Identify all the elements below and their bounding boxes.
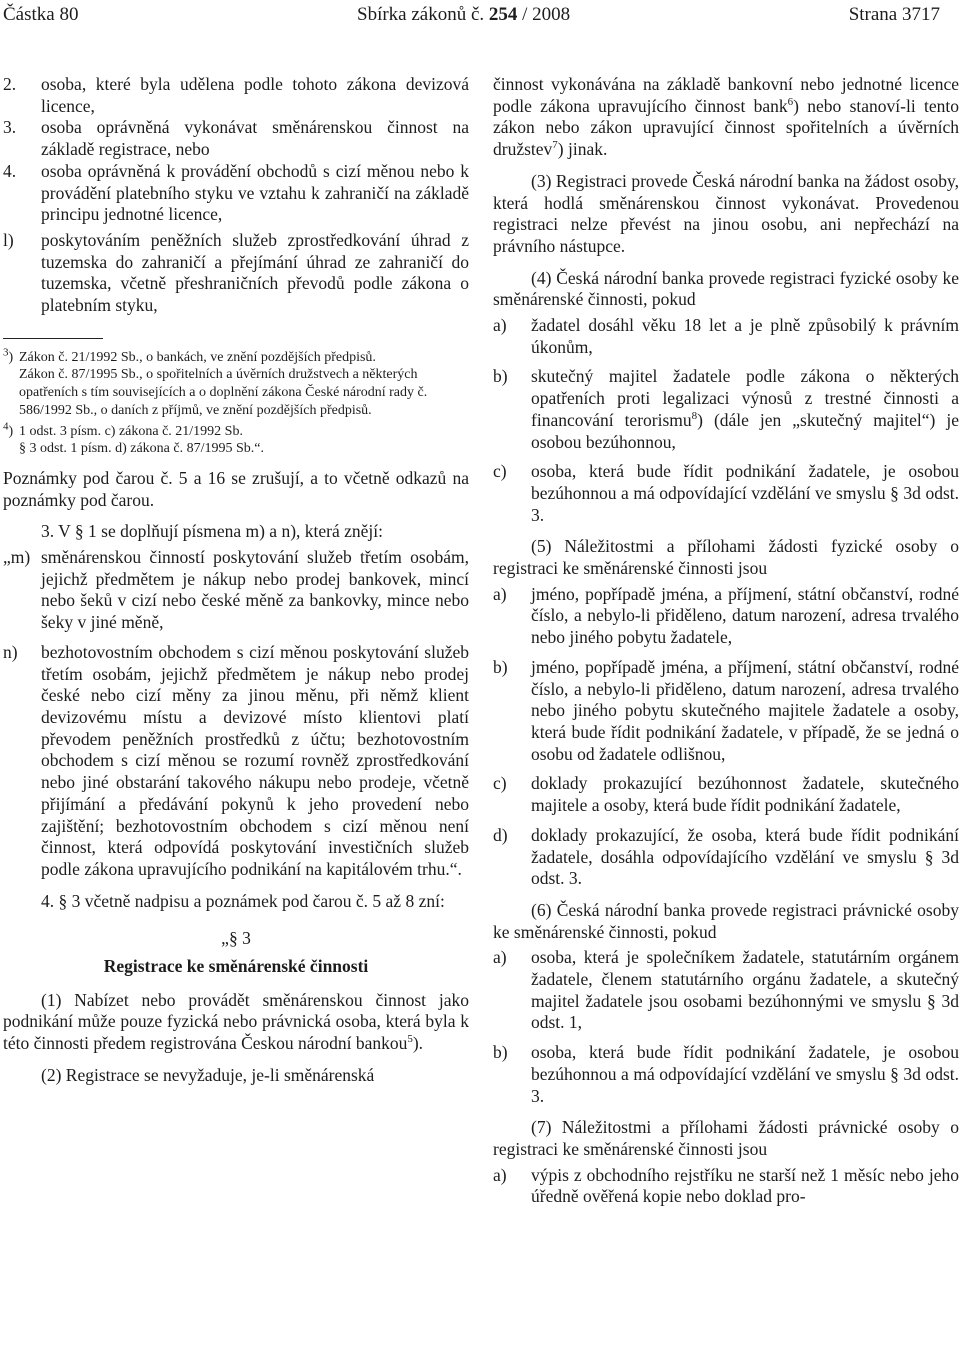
list-item	[493, 366, 959, 453]
item-text: skutečný majitel žadatele podle zákona o některých opatřeních proti legalizaci výnosů z trestné činnosti a financování terorismu	[531, 366, 959, 430]
paragraph-text: ) jinak.	[557, 139, 608, 160]
item-text: poskytováním peněžních služeb zprostředkování úhrad z tuzemska do zahraničí a přejímání úhrad ze zahraničí do tuzemska, včetně přeshraničních převodů podle zákona o platebním styku,	[41, 229, 469, 316]
item-text: osoba oprávněná k provádění obchodů s cizí měnou nebo k provádění platebního styku ve vztahu k zahraničí na základě principu jednotné licence,	[41, 160, 469, 225]
paragraph-text: ) nebo stanoví-li tento zákon nebo zákon upravující činnost spořitelních a úvěrních družstev	[493, 95, 959, 160]
list-item	[493, 947, 959, 1034]
item-label: l)	[3, 229, 14, 250]
paragraph-text: ).	[412, 1033, 424, 1054]
list-item	[493, 315, 959, 358]
item-text: směnárenskou činností poskytování služeb třetím osobám, jejichž předmětem je nákup nebo prodej bankovek, mincí nebo šeků v cizí nebo české měně za bankovky, mince nebo šeky v jiné měně,	[41, 547, 469, 633]
amendment-point: 4. § 3 včetně nadpisu a poznámek pod čarou č. 5 až 8 zní:	[41, 890, 445, 911]
list-item	[493, 657, 959, 766]
footnote-text: Zákon č. 87/1995 Sb., o spořitelních a úvěrních družstvech a některých opatřeních s tím souvisejících a o doplnění zákona České národní rady č. 586/1992 Sb., o daních z příjmů, ve znění pozdějších předpisů.	[19, 367, 428, 418]
footnote-divider	[3, 338, 103, 339]
item-text: osoba, která bude řídit podnikání žadatele, je osobou bezúhonnou a má odpovídající vzdělání ve smyslu § 3d odst. 3.	[531, 1042, 959, 1106]
item-text: žadatel dosáhl věku 18 let a je plně způsobilý k právním úkonům,	[531, 315, 959, 357]
item-text: osoba oprávněná vykonávat směnárenskou činnost na základě registrace, nebo	[41, 117, 469, 160]
list-item	[493, 825, 959, 890]
item-label: n)	[3, 641, 18, 662]
right-column	[493, 74, 959, 1208]
list-item	[493, 1042, 959, 1107]
item-text: jméno, popřípadě jména, a příjmení, státní občanství, rodné číslo, a nebylo-li přiděleno, datum narození, adresa trvalého nebo jiného pobytu skutečného majitele žadatele a osoby, která bude řídit podnikání žadatele, v případě, že se jedná o osobu od žadatele odlišnou,	[531, 656, 959, 764]
footnote-ref: 8	[691, 410, 698, 423]
item-text: osoba, která je společníkem žadatele, statutárním orgánem žadatele, členem statutárního orgánu žadatele, a skutečný majitel žadatele jsou osobami bezúhonnými ve smyslu § 3d odst. 1,	[531, 947, 959, 1033]
item-label: c)	[493, 461, 507, 482]
item-text: bezhotovostním obchodem s cizí měnou poskytování služeb třetím osobám, jejichž předmětem je nákup nebo prodej české nebo cizí měny za jinou měnu, při němž klient devizovému místu a devizové místo klientovi platí převodem peněžních prostředků z účtu; bezhotovostním obchodem s cizí měnou se rozumí rovněž zprostředkování nebo jiné obstarání takového nákupu nebo prodeje, včetně přijímání a předávání pokynů k jeho provedení nebo zajištění; bezhotovostním obchodem s cizí měnou není činnost, která odpovídá poskytování investičních služeb podle zákona upravujícího podnikání na kapitálovém trhu.“.	[41, 641, 469, 879]
item-label: 2.	[3, 74, 17, 94]
paragraph: (3) Registraci provede Česká národní banka na žádost osoby, která hodlá směnárenskou činnost vykonávat. Provedenou registraci nelze převést na jinou osobu, ani nepřechází na právního nástupce.	[493, 170, 959, 256]
paragraph: (7) Náležitostmi a přílohami žádosti právnické osoby o registraci ke směnárenské činnosti jsou	[493, 1117, 959, 1159]
footnote-text: 1 odst. 3 písm. c) zákona č. 21/1992 Sb.	[19, 423, 243, 439]
list-item	[493, 584, 959, 649]
footnote-text: § 3 odst. 1 písm. d) zákona č. 87/1995 Sb.“.	[19, 441, 264, 457]
section-mark: „§ 3	[221, 928, 251, 949]
list-item	[3, 547, 469, 634]
item-text: doklady prokazující, že osoba, která bude řídit podnikání žadatele, dosáhla odpovídajícího vzdělání ve smyslu § 3d odst. 3.	[531, 824, 959, 889]
item-label: a)	[493, 315, 507, 336]
list-item	[3, 74, 469, 117]
left-column	[3, 74, 469, 1087]
paragraph-text: (1) Nabízet nebo provádět směnárenskou činnost jako podnikání může pouze fyzická nebo právnická osoba, která byla k této činnosti předem registrována Českou národní bankou	[3, 989, 469, 1054]
paragraph: (6) Česká národní banka provede registraci právnické osoby ke směnárenské činnosti, pokud	[493, 899, 959, 942]
collection-number: 254	[488, 4, 518, 25]
item-text: výpis z obchodního rejstříku ne starší než 1 měsíc nebo jeho úředně ověřená kopie nebo doklad pro-	[531, 1164, 959, 1207]
list-item	[3, 117, 469, 160]
item-label: 3.	[3, 117, 17, 138]
paragraph	[3, 990, 469, 1055]
list-item	[3, 230, 469, 317]
footnote	[3, 419, 469, 441]
item-label: „m)	[3, 547, 31, 568]
header-part: Částka 80	[3, 4, 79, 25]
collection-label: Sbírka zákonů č.	[357, 4, 485, 25]
item-label: 4.	[3, 160, 17, 181]
header-page-number: Strana 3717	[848, 4, 940, 25]
list-item	[3, 161, 469, 226]
amendment-note: Poznámky pod čarou č. 5 a 16 se zrušují, a to včetně odkazů na poznámky pod čarou.	[3, 467, 469, 510]
list-item	[493, 773, 959, 816]
footnote-ref: 6	[787, 95, 794, 108]
paragraph: (4) Česká národní banka provede registraci fyzické osoby ke směnárenské činnosti, pokud	[493, 267, 959, 310]
item-label: b)	[493, 1042, 508, 1063]
item-text: osoba, která bude řídit podnikání žadatele, je osobou bezúhonnou a má odpovídající vzdělání ve smyslu § 3d odst. 3.	[531, 461, 959, 525]
list-item	[493, 1165, 959, 1208]
amendment-point: 3. V § 1 se doplňují písmena m) a n), která znějí:	[41, 521, 383, 542]
paragraph	[493, 74, 959, 161]
item-text: doklady prokazující bezúhonnost žadatele, skutečného majitele a osoby, která bude řídit podnikání žadatele,	[531, 773, 959, 816]
collection-year: / 2008	[522, 4, 571, 25]
paragraph-text: činnost vykonávána na základě bankovní nebo jednotné licence podle zákona upravujícího činnost bank	[493, 74, 959, 116]
item-label: a)	[493, 1164, 507, 1185]
paragraph: (5) Náležitostmi a přílohami žádosti fyzické osoby o registraci ke směnárenské činnosti jsou	[493, 536, 959, 579]
paragraph: (2) Registrace se nevyžaduje, je-li směnárenská	[41, 1064, 375, 1085]
header-collection	[357, 4, 570, 26]
item-label: c)	[493, 773, 507, 794]
item-label: a)	[493, 583, 507, 604]
item-label: a)	[493, 947, 507, 968]
footnote-ref: 5	[407, 1033, 413, 1046]
footnote-text: Zákon č. 21/1992 Sb., o bankách, ve znění pozdějších předpisů.	[19, 349, 376, 365]
list-item	[493, 461, 959, 526]
footnote	[3, 346, 469, 367]
footnote-mark: $^4$)	[3, 419, 14, 439]
item-label: b)	[493, 366, 508, 387]
section-title: Registrace ke směnárenské činnosti	[103, 956, 369, 977]
list-item	[3, 642, 469, 881]
item-label: b)	[493, 656, 508, 677]
footnote-mark: $^3$)	[3, 346, 14, 365]
item-label: d)	[493, 824, 508, 845]
page-header	[3, 4, 940, 30]
item-text: ) (dále jen „skutečný majitel“) je osobou bezúhonnou,	[531, 409, 959, 452]
item-text: jméno, popřípadě jména, a příjmení, státní občanství, rodné číslo, a nebylo-li přiděleno, datum narození, adresa trvalého nebo jiného pobytu žadatele,	[531, 583, 959, 648]
footnote-ref: 7	[552, 139, 558, 152]
item-text: osoba, které byla udělena podle tohoto zákona devizová licence,	[41, 74, 469, 116]
